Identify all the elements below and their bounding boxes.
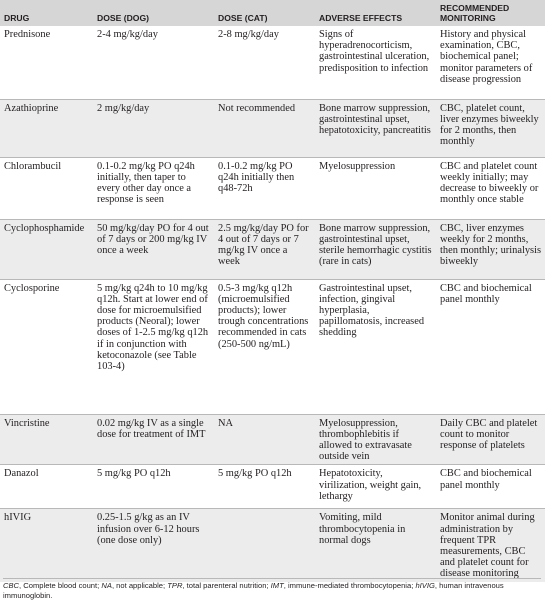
- cell-adverse-effects: Vomiting, mild thrombocytopenia in normal dogs: [315, 509, 436, 582]
- cell-monitoring: CBC, liver enzymes weekly for 2 months, then monthly; urinalysis biweekly: [436, 219, 545, 279]
- header-row: [0, 0, 545, 26]
- cell-dose-cat: 2.5 mg/kg/day PO for 4 out of 7 days or 7 mg/kg IV once a week: [214, 219, 315, 279]
- footnote-text: , human intravenous immunoglobin.: [3, 581, 504, 600]
- footnote-abbr: IMT: [270, 581, 284, 590]
- cell-dose-cat: NA: [214, 414, 315, 465]
- cell-dose-cat: Not recommended: [214, 99, 315, 157]
- table-row: [0, 465, 545, 509]
- cell-monitoring: Daily CBC and platelet count to monitor response of platelets: [436, 414, 545, 465]
- cell-dose-cat: 5 mg/kg PO q12h: [214, 465, 315, 509]
- cell-monitoring: CBC and biochemical panel monthly: [436, 465, 545, 509]
- cell-monitoring: Monitor animal during administration by frequent TPR measurements, CBC and platelet count for disease monitoring: [436, 509, 545, 582]
- cell-drug: Cyclosporine: [0, 279, 93, 414]
- table-row: [0, 279, 545, 414]
- cell-dose-dog: 5 mg/kg PO q12h: [93, 465, 214, 509]
- cell-drug: hIVIG: [0, 509, 93, 582]
- cell-adverse-effects: Gastrointestinal upset, infection, gingival hyperplasia, papillomatosis, increased shedding: [315, 279, 436, 414]
- table-row: [0, 26, 545, 99]
- header-dose-cat: DOSE (CAT): [214, 0, 315, 26]
- cell-dose-cat: 0.5-3 mg/kg q12h (microemulsified products); lower trough concentrations recommended in cats (250-500 ng/mL): [214, 279, 315, 414]
- cell-drug: Prednisone: [4, 29, 51, 40]
- table-row: [0, 414, 545, 465]
- cell-monitoring: CBC and biochemical panel monthly: [436, 279, 545, 414]
- table-body: [0, 26, 545, 582]
- header-recommended-monitoring: RECOMMENDED MONITORING: [436, 0, 545, 26]
- cell-adverse-effects: Myelosuppression: [315, 157, 436, 219]
- table-footnote: [3, 578, 541, 601]
- footnote-abbr: hIVIG: [415, 581, 435, 590]
- footnote-text: , total parenteral nutrition;: [182, 581, 271, 590]
- table-row: [0, 219, 545, 279]
- cell-dose-cat: 2-8 mg/kg/day: [218, 29, 279, 40]
- cell-monitoring: History and physical examination, CBC, biochemical panel; monitor parameters of disease progression: [440, 29, 533, 85]
- footnote-text: , immune-mediated thrombocytopenia;: [283, 581, 416, 590]
- table-row: [0, 509, 545, 582]
- cell-dose-dog: 2 mg/kg/day: [93, 99, 214, 157]
- cell-monitoring: CBC, platelet count, liver enzymes biweekly for 2 months, then monthly: [436, 99, 545, 157]
- table-header: [0, 0, 545, 26]
- cell-drug: Chlorambucil: [0, 157, 93, 219]
- footnote-abbr: CBC: [3, 581, 20, 590]
- cell-monitoring: CBC and platelet count weekly initially; may decrease to biweekly or monthly once stable: [436, 157, 545, 219]
- footnote-abbr: TPR: [167, 581, 183, 590]
- header-dose-dog: DOSE (DOG): [93, 0, 214, 26]
- cell-dose-dog: 5 mg/kg q24h to 10 mg/kg q12h. Start at lower end of dose for microemulsified products (Neoral); lower doses of 1-2.5 mg/kg q12h if in conjunction with ketoconazole (see Table 103-4): [93, 279, 214, 414]
- cell-dose-dog: 0.1-0.2 mg/kg PO q24h initially, then taper to every other day once a response is seen: [93, 157, 214, 219]
- cell-adverse-effects: Hepatotoxicity, virilization, weight gain, lethargy: [315, 465, 436, 509]
- cell-dose-dog: 50 mg/kg/day PO for 4 out of 7 days or 200 mg/kg IV once a week: [93, 219, 214, 279]
- cell-dose-cat: [214, 509, 315, 582]
- cell-dose-dog: 2-4 mg/kg/day: [97, 29, 158, 40]
- cell-drug: Azathioprine: [0, 99, 93, 157]
- cell-adverse-effects: Myelosuppression, thrombophlebitis if allowed to extravasate outside vein: [315, 414, 436, 465]
- cell-dose-cat: 0.1-0.2 mg/kg PO q24h initially then q48-72h: [214, 157, 315, 219]
- cell-drug: Danazol: [0, 465, 93, 509]
- cell-adverse-effects: Bone marrow suppression, gastrointestinal upset, sterile hemorrhagic cystitis (rare in cats): [315, 219, 436, 279]
- table-row: [0, 157, 545, 219]
- cell-drug: Cyclophosphamide: [0, 219, 93, 279]
- cell-adverse-effects: Signs of hyperadrenocorticism, gastrointestinal ulceration, predisposition to infection: [319, 29, 430, 74]
- cell-adverse-effects: Bone marrow suppression, gastrointestinal upset, hepatotoxicity, pancreatitis: [315, 99, 436, 157]
- cell-drug: Vincristine: [0, 414, 93, 465]
- footnote-text: , not applicable;: [111, 581, 168, 590]
- header-drug: DRUG: [0, 0, 93, 26]
- cell-dose-dog: 0.02 mg/kg IV as a single dose for treatment of IMT: [93, 414, 214, 465]
- cell-dose-dog: 0.25-1.5 g/kg as an IV infusion over 6-12 hours (one dose only): [93, 509, 214, 582]
- footnote-text: , Complete blood count;: [19, 581, 102, 590]
- header-adverse-effects: ADVERSE EFFECTS: [315, 0, 436, 26]
- table-row: [0, 99, 545, 157]
- footnote-abbr: NA: [101, 581, 112, 590]
